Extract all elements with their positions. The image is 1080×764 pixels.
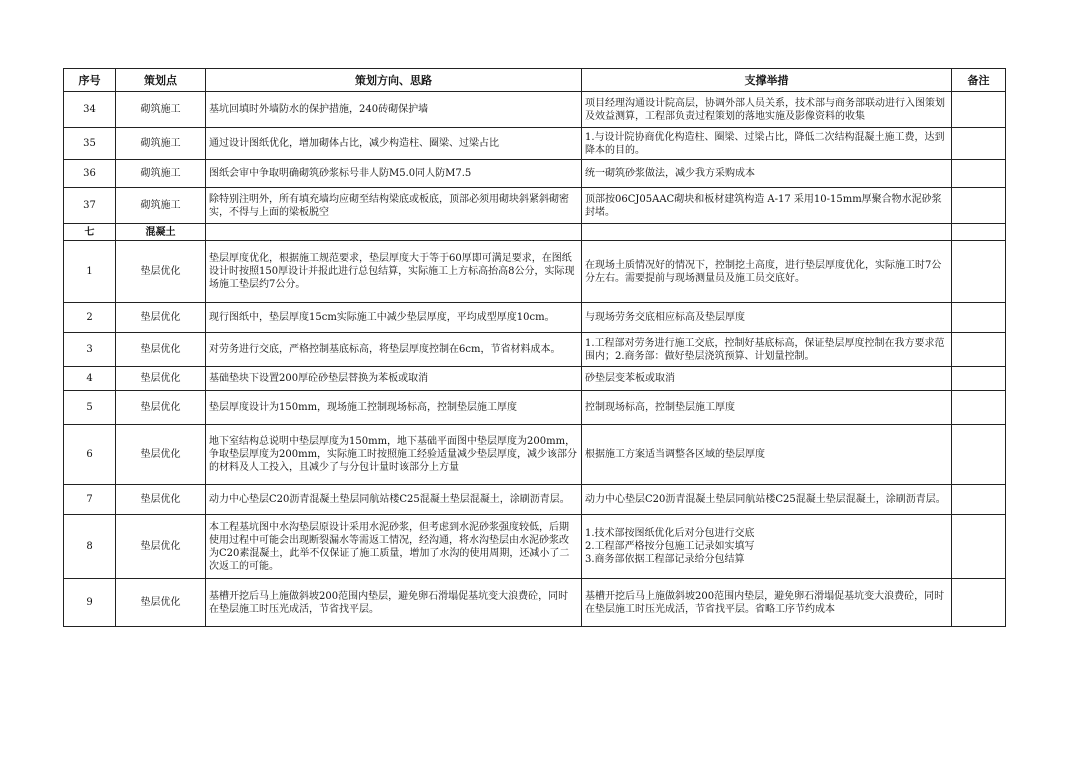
row-point: 垫层优化 [116,333,206,367]
row-measures: 统一砌筑砂浆做法，减少我方采购成本 [582,160,952,188]
row-point: 砌筑施工 [116,188,206,224]
header-remark: 备注 [952,69,1006,92]
row-no: 34 [64,92,116,128]
row-no: 35 [64,128,116,160]
row-remark [952,92,1006,128]
table-row [64,92,1006,128]
section-empty-cell [582,224,952,241]
row-no: 7 [64,485,116,515]
row-remark [952,303,1006,333]
row-measures: 在现场土质情况好的情况下，控制挖土高度，进行垫层厚度优化，实际施工时7公分左右。需要提前与现场测量员及施工员交底好。 [582,241,952,303]
row-measures: 项目经理沟通设计院高层，协调外部人员关系，技术部与商务部联动进行入图策划及效益测算，工程部负责过程策划的落地实施及影像资料的收集 [582,92,952,128]
table-row [64,391,1006,425]
row-no: 2 [64,303,116,333]
row-no: 6 [64,425,116,485]
header-measures: 支撑举措 [582,69,952,92]
row-point: 砌筑施工 [116,92,206,128]
section-no: 七 [64,224,116,241]
row-measures: 1.与设计院协商优化构造柱、圈梁、过梁占比，降低二次结构混凝土施工费，达到降本的目的。 [582,128,952,160]
table-row [64,303,1006,333]
row-point: 垫层优化 [116,303,206,333]
row-direction: 基坑回填时外墙防水的保护措施，240砖砌保护墙 [206,92,582,128]
row-measures: 砂垫层变苯板或取消 [582,367,952,391]
table-row [64,128,1006,160]
row-remark [952,579,1006,627]
planning-table [63,68,1006,627]
row-point: 砌筑施工 [116,128,206,160]
row-direction: 动力中心垫层C20沥青混凝土垫层同航站楼C25混凝土垫层混凝土，涂刷沥青层。 [206,485,582,515]
row-remark [952,333,1006,367]
row-measures: 控制现场标高，控制垫层施工厚度 [582,391,952,425]
row-direction: 对劳务进行交底，严格控制基底标高，将垫层厚度控制在6cm，节省材料成本。 [206,333,582,367]
row-direction: 垫层厚度优化，根据施工规范要求，垫层厚度大于等于60厚即可满足要求，在图纸设计时按照150厚设计并报此进行总包结算，实际施工上方标高抬高8公分，实际现场施工垫层约7公分。 [206,241,582,303]
row-remark [952,160,1006,188]
table-row [64,188,1006,224]
section-empty-cell [206,224,582,241]
row-remark [952,485,1006,515]
row-point: 垫层优化 [116,367,206,391]
row-measures: 与现场劳务交底相应标高及垫层厚度 [582,303,952,333]
row-no: 36 [64,160,116,188]
table-row [64,160,1006,188]
row-remark [952,367,1006,391]
row-remark [952,515,1006,579]
row-point: 垫层优化 [116,485,206,515]
row-point: 垫层优化 [116,391,206,425]
table-row [64,367,1006,391]
row-measures: 1.工程部对劳务进行施工交底，控制好基底标高，保证垫层厚度控制在我方要求范围内；2.商务部：做好垫层浇筑预算、计划量控制。 [582,333,952,367]
row-point: 垫层优化 [116,425,206,485]
row-direction: 垫层厚度设计为150mm，现场施工控制现场标高，控制垫层施工厚度 [206,391,582,425]
row-measures: 顶部按06CJ05AAC砌块和板材建筑构造 A-17 采用10-15mm厚聚合物水泥砂浆封堵。 [582,188,952,224]
row-measures: 1.技术部按图纸优化后对分包进行交底 2.工程部严格按分包施工记录如实填写 3.商务部依据工程部记录给分包结算 [582,515,952,579]
row-measures: 动力中心垫层C20沥青混凝土垫层同航站楼C25混凝土垫层混凝土，涂刷沥青层。 [582,485,952,515]
table-row [64,241,1006,303]
table-body [64,92,1006,627]
row-direction: 地下室结构总说明中垫层厚度为150mm，地下基础平面图中垫层厚度为200mm，争取垫层厚度为200mm，实际施工时按照施工经验适量减少垫层厚度，减少该部分的材料及人工投入，且减少了与分包计量时该部分上方量 [206,425,582,485]
row-measures: 基槽开挖后马上施做斜坡200范围内垫层，避免卵石滑塌促基坑变大浪费砼，同时在垫层施工时压光成活，节省找平层。省略工序节约成本 [582,579,952,627]
row-direction: 通过设计图纸优化，增加砌体占比，减少构造柱、圈梁、过梁占比 [206,128,582,160]
row-no: 9 [64,579,116,627]
section-point: 混凝土 [116,224,206,241]
row-point: 砌筑施工 [116,160,206,188]
header-no: 序号 [64,69,116,92]
table-row [64,485,1006,515]
table-row [64,425,1006,485]
row-remark [952,128,1006,160]
header-row [64,69,1006,92]
row-point: 垫层优化 [116,579,206,627]
row-point: 垫层优化 [116,241,206,303]
header-direction: 策划方向、思路 [206,69,582,92]
row-no: 37 [64,188,116,224]
row-no: 5 [64,391,116,425]
table-row [64,333,1006,367]
row-direction: 除特别注明外，所有填充墙均应砌至结构梁底或板底，顶部必须用砌块斜紧斜砌密实，不得与上面的梁板脱空 [206,188,582,224]
row-measures: 根据施工方案适当调整各区域的垫层厚度 [582,425,952,485]
row-no: 8 [64,515,116,579]
row-no: 4 [64,367,116,391]
row-direction: 本工程基坑图中水沟垫层原设计采用水泥砂浆，但考虑到水泥砂浆强度较低，后期使用过程中可能会出现断裂漏水等需返工情况，经沟通，将水沟垫层由水泥砂浆改为C20素混凝土，此举不仅保证了施工质量，增加了水沟的使用周期，还减小了二次返工的可能。 [206,515,582,579]
row-direction: 基础垫块下设置200厚砼砂垫层替换为苯板或取消 [206,367,582,391]
table-row [64,515,1006,579]
row-remark [952,425,1006,485]
row-direction: 基槽开挖后马上施做斜坡200范围内垫层，避免卵石滑塌促基坑变大浪费砼，同时在垫层施工时压光成活，节省找平层。 [206,579,582,627]
row-direction: 现行图纸中，垫层厚度15cm实际施工中减少垫层厚度，平均成型厚度10cm。 [206,303,582,333]
row-remark [952,391,1006,425]
row-no: 1 [64,241,116,303]
section-empty-cell [952,224,1006,241]
row-remark [952,241,1006,303]
row-direction: 图纸会审中争取明确砌筑砂浆标号非人防M5.0同人防M7.5 [206,160,582,188]
row-point: 垫层优化 [116,515,206,579]
row-remark [952,188,1006,224]
section-row [64,224,1006,241]
header-point: 策划点 [116,69,206,92]
table-row [64,579,1006,627]
row-no: 3 [64,333,116,367]
